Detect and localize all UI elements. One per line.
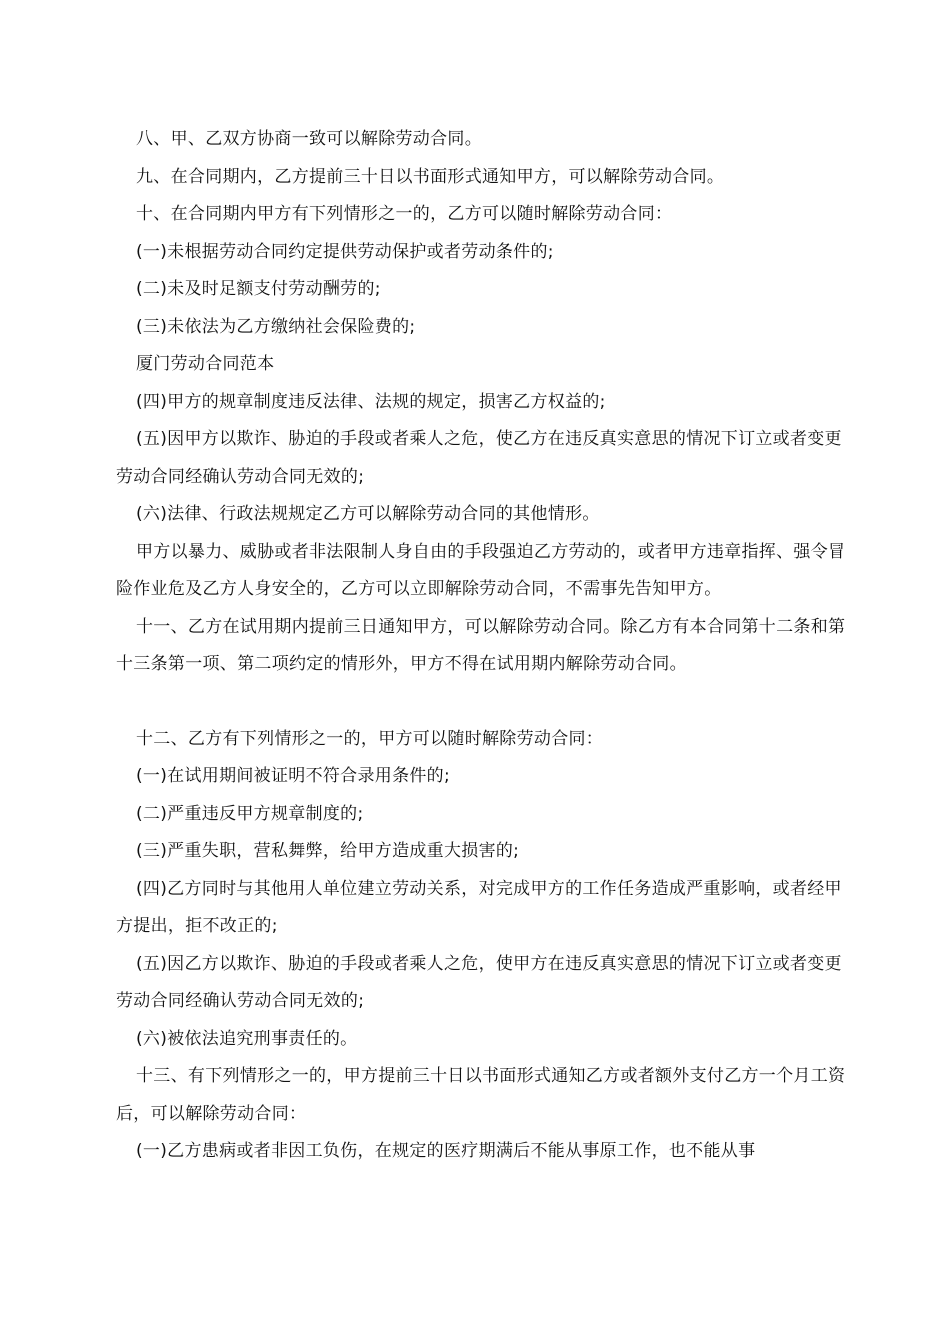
document-body <box>116 121 850 1171</box>
clause-11: 十一、乙方在试用期内提前三日通知甲方，可以解除劳动合同。除乙方有本合同第十二条和第十三条第一项、第二项约定的情形外，甲方不得在试用期内解除劳动合同。 <box>116 616 846 674</box>
clause-12-item-5: (五)因乙方以欺诈、胁迫的手段或者乘人之危，使甲方在违反真实意思的情况下订立或者变更劳动合同经确认劳动合同无效的; <box>116 953 842 1011</box>
clause-10-item-4: (四)甲方的规章制度违反法律、法规的规定，损害乙方权益的; <box>136 391 606 412</box>
clause-10-item-6: (六)法律、行政法规规定乙方可以解除劳动合同的其他情形。 <box>136 504 600 524</box>
clause-10-item-5: (五)因甲方以欺诈、胁迫的手段或者乘人之危，使乙方在违反真实意思的情况下订立或者变更劳动合同经确认劳动合同无效的; <box>116 429 842 487</box>
paragraph-gap <box>116 684 850 721</box>
clause-10-immediate: 甲方以暴力、威胁或者非法限制人身自由的手段强迫乙方劳动的，或者甲方违章指挥、强令冒险作业危及乙方人身安全的，乙方可以立即解除劳动合同，不需事先告知甲方。 <box>116 541 846 599</box>
clause-13-item-1: (一)乙方患病或者非因工负伤，在规定的医疗期满后不能从事原工作，也不能从事 <box>136 1141 756 1161</box>
clause-10-item-1: (一)未根据劳动合同约定提供劳动保护或者劳动条件的; <box>136 241 554 262</box>
clause-10-item-3: (三)未依法为乙方缴纳社会保险费的; <box>136 316 416 337</box>
clause-10-item-2: (二)未及时足额支付劳动酬劳的; <box>136 279 381 299</box>
inline-heading: 厦门劳动合同范本 <box>136 354 275 374</box>
clause-10: 十、在合同期内甲方有下列情形之一的，乙方可以随时解除劳动合同： <box>136 204 673 224</box>
clause-12-item-1: (一)在试用期间被证明不符合录用条件的; <box>136 766 450 786</box>
clause-13: 十三、有下列情形之一的，甲方提前三十日以书面形式通知乙方或者额外支付乙方一个月工资后，可以解除劳动合同： <box>116 1066 846 1124</box>
clause-9: 九、在合同期内，乙方提前三十日以书面形式通知甲方，可以解除劳动合同。 <box>136 166 725 187</box>
clause-12-item-3: (三)严重失职，营私舞弊，给甲方造成重大损害的; <box>136 841 520 861</box>
clause-8: 八、甲、乙双方协商一致可以解除劳动合同。 <box>136 129 482 149</box>
clause-12-item-6: (六)被依法追究刑事责任的。 <box>136 1028 358 1049</box>
clause-12-item-2: (二)严重违反甲方规章制度的; <box>136 803 364 824</box>
clause-12-item-4: (四)乙方同时与其他用人单位建立劳动关系，对完成甲方的工作任务造成严重影响，或者经甲方提出，拒不改正的; <box>116 878 842 936</box>
clause-12: 十二、乙方有下列情形之一的，甲方可以随时解除劳动合同： <box>136 728 604 749</box>
